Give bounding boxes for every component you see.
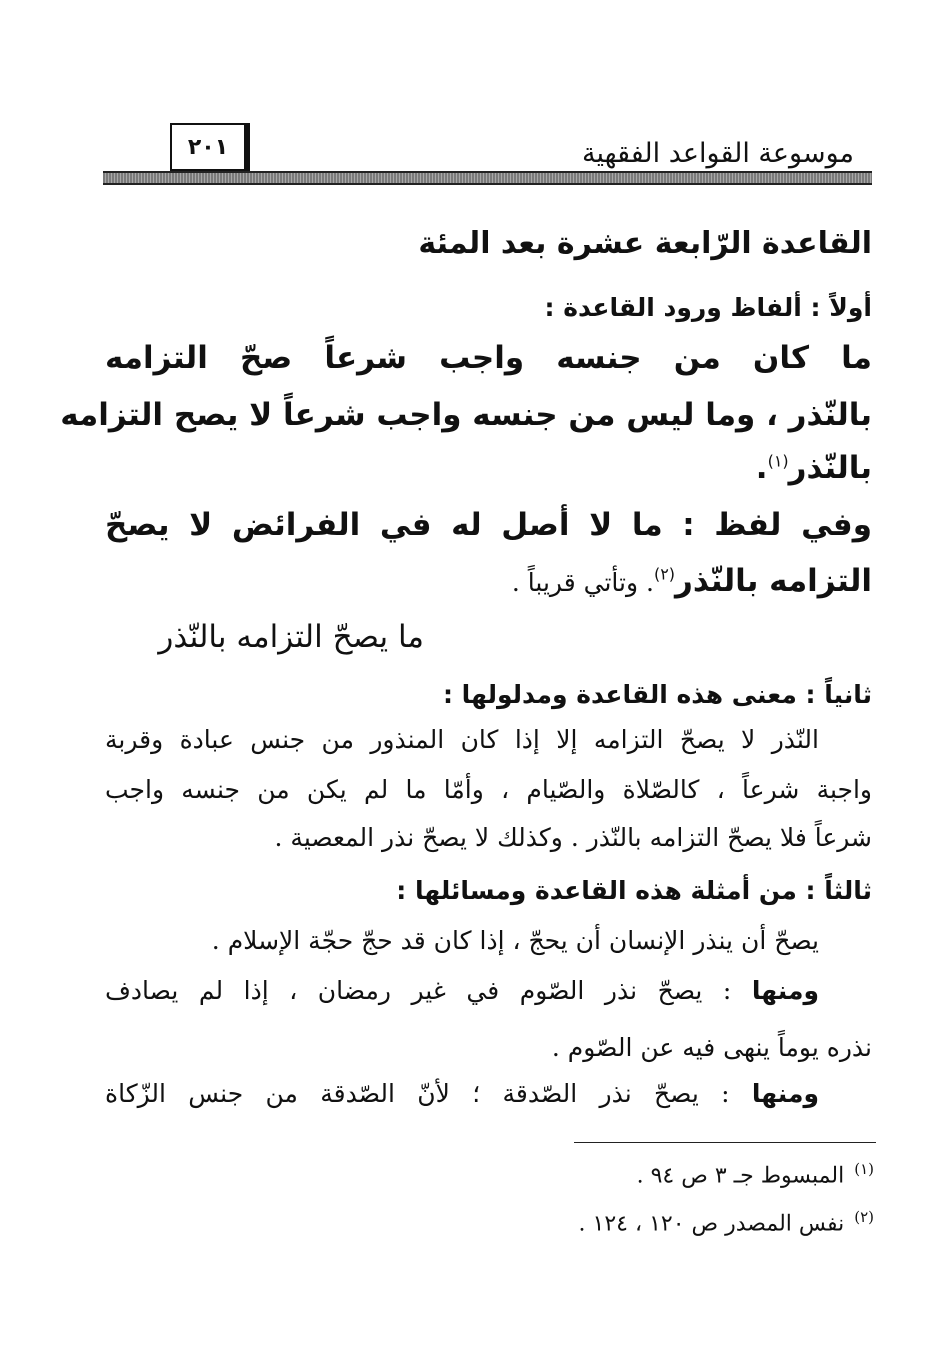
alt-wording-line2 xyxy=(512,563,872,599)
rule-text-line3 xyxy=(756,450,872,486)
section3-line2 xyxy=(105,976,819,1005)
alt-wording-line2-rest: . وتأتي قريباً . xyxy=(511,568,654,597)
section2-line2: واجبة شرعاً ، كالصّلاة والصّيام ، وأمّا ما لم يكن من جنسه واجب xyxy=(105,775,872,804)
alt-form: ما يصحّ التزامه بالنّذر xyxy=(158,619,424,655)
rule-text-line1: ما كان من جنسه واجب شرعاً صحّ التزامه xyxy=(105,340,872,376)
footnote-separator xyxy=(574,1142,876,1143)
section3-line2-rest: : يصحّ نذر الصّوم في غير رمضان ، إذا لم يصادف xyxy=(105,976,752,1005)
example-lead-1: ومنها xyxy=(751,976,819,1005)
section3-line4 xyxy=(105,1079,819,1108)
section2-line3: شرعاً فلا يصحّ التزامه بالنّذر . وكذلك لا يصحّ نذر المعصية . xyxy=(274,823,872,852)
rule-heading: القاعدة الرّابعة عشرة بعد المئة xyxy=(418,226,872,261)
rule-text-line3-end: . xyxy=(755,450,768,486)
rule-text-line3-word: بالنّذر xyxy=(788,450,872,486)
example-lead-2: ومنها xyxy=(751,1079,819,1108)
header-rule xyxy=(103,171,872,185)
page-number: ٢٠١ xyxy=(187,134,229,160)
footnote-ref-2: (٢) xyxy=(653,564,676,584)
section1-title: أولاً : ألفاظ ورود القاعدة : xyxy=(544,293,872,322)
section3-line1: يصحّ أن ينذر الإنسان أن يحجّ ، إذا كان قد حجّ حجّة الإسلام . xyxy=(211,926,819,955)
section3-line4-rest: : يصحّ نذر الصّدقة ؛ لأنّ الصّدقة من جنس الزّكاة xyxy=(105,1079,752,1108)
footnote-ref-1: (١) xyxy=(767,451,789,471)
rule-text-line2: بالنّذر ، وما ليس من جنسه واجب شرعاً لا يصح التزامه xyxy=(60,397,872,433)
footnote-2-text: نفس المصدر ص ١٢٠ ، ١٢٤ . xyxy=(578,1211,845,1237)
section2-line1: النّذر لا يصحّ التزامه إلا إذا كان المنذور من جنس عبادة وقربة xyxy=(105,725,819,754)
section3-line3: نذره يوماً ينهى فيه عن الصّوم . xyxy=(551,1033,872,1062)
footnote-2 xyxy=(579,1208,874,1236)
page-number-box xyxy=(170,123,250,171)
footnote-1 xyxy=(637,1160,874,1188)
alt-wording-line1: وفي لفظ : ما لا أصل له في الفرائض لا يصحّ xyxy=(105,507,872,543)
section3-title: ثالثاً : من أمثلة هذه القاعدة ومسائلها : xyxy=(396,876,872,905)
alt-wording-line2-bold: التزامه بالنّذر xyxy=(675,563,872,599)
footnote-1-text: المبسوط جـ ٣ ص ٩٤ . xyxy=(636,1163,845,1189)
running-header-title: موسوعة القواعد الفقهية xyxy=(582,138,854,169)
footnote-2-number: (٢) xyxy=(854,1208,874,1226)
footnote-1-number: (١) xyxy=(854,1160,874,1178)
section2-title: ثانياً : معنى هذه القاعدة ومدلولها : xyxy=(442,680,872,709)
